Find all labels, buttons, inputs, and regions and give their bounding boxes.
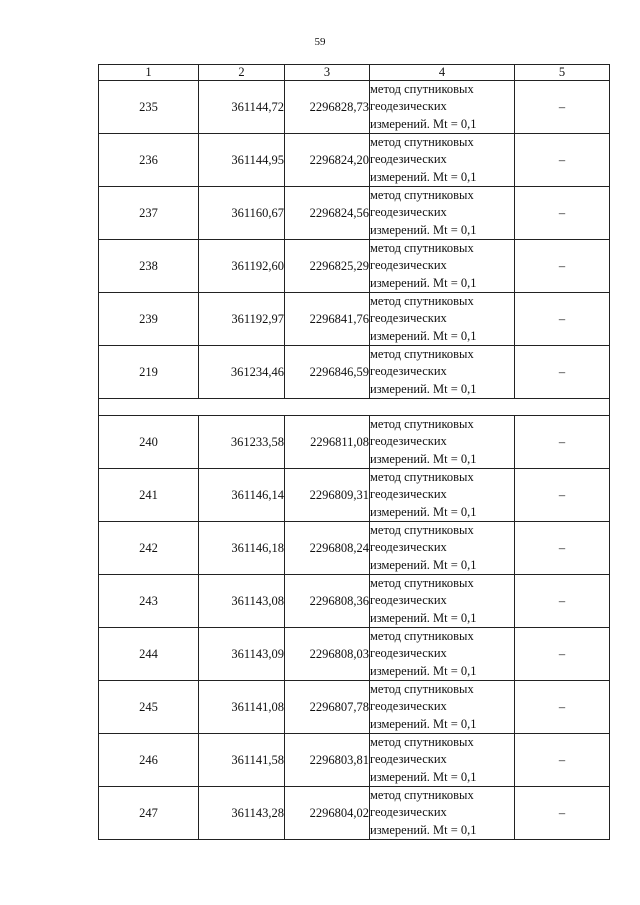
method-line: измерений. Mt = 0,1 bbox=[370, 557, 477, 572]
method-description bbox=[370, 240, 515, 293]
method-line: измерений. Mt = 0,1 bbox=[370, 451, 477, 466]
method-description bbox=[370, 81, 515, 134]
coordinate-x: 361141,08 bbox=[199, 681, 285, 734]
coordinate-x: 361233,58 bbox=[199, 416, 285, 469]
method-line: метод спутниковых bbox=[370, 788, 474, 803]
coordinate-x: 361143,09 bbox=[199, 628, 285, 681]
coordinate-y: 2296825,29 bbox=[285, 240, 370, 293]
table-row bbox=[99, 81, 610, 134]
coordinate-x: 361144,95 bbox=[199, 134, 285, 187]
coordinate-x: 361192,60 bbox=[199, 240, 285, 293]
coordinate-y: 2296811,08 bbox=[285, 416, 370, 469]
method-line: геодезических bbox=[370, 258, 447, 273]
value-col-5: – bbox=[515, 81, 610, 134]
method-line: метод спутниковых bbox=[370, 682, 474, 697]
method-line: геодезических bbox=[370, 540, 447, 555]
point-number: 247 bbox=[99, 787, 199, 840]
method-line: геодезических bbox=[370, 205, 447, 220]
table-row bbox=[99, 346, 610, 399]
coordinate-y: 2296807,78 bbox=[285, 681, 370, 734]
coordinates-table bbox=[98, 64, 610, 840]
point-number: 244 bbox=[99, 628, 199, 681]
method-line: метод спутниковых bbox=[370, 735, 474, 750]
point-number: 237 bbox=[99, 187, 199, 240]
value-col-5: – bbox=[515, 240, 610, 293]
header-col-1: 1 bbox=[99, 65, 199, 81]
method-description bbox=[370, 522, 515, 575]
table-row bbox=[99, 787, 610, 840]
coordinate-y: 2296824,56 bbox=[285, 187, 370, 240]
value-col-5: – bbox=[515, 187, 610, 240]
coordinate-y: 2296803,81 bbox=[285, 734, 370, 787]
header-col-4: 4 bbox=[370, 65, 515, 81]
method-description bbox=[370, 293, 515, 346]
point-number: 239 bbox=[99, 293, 199, 346]
table-row bbox=[99, 469, 610, 522]
coordinate-x: 361144,72 bbox=[199, 81, 285, 134]
point-number: 235 bbox=[99, 81, 199, 134]
method-line: геодезических bbox=[370, 311, 447, 326]
method-line: геодезических bbox=[370, 364, 447, 379]
point-number: 240 bbox=[99, 416, 199, 469]
method-line: измерений. Mt = 0,1 bbox=[370, 663, 477, 678]
method-line: измерений. Mt = 0,1 bbox=[370, 275, 477, 290]
table-row bbox=[99, 681, 610, 734]
point-number: 241 bbox=[99, 469, 199, 522]
coordinate-y: 2296808,03 bbox=[285, 628, 370, 681]
method-line: геодезических bbox=[370, 434, 447, 449]
coordinate-x: 361143,28 bbox=[199, 787, 285, 840]
spacer-row bbox=[99, 399, 610, 416]
method-description bbox=[370, 734, 515, 787]
coordinate-y: 2296808,24 bbox=[285, 522, 370, 575]
spacer-cell bbox=[99, 399, 610, 416]
point-number: 236 bbox=[99, 134, 199, 187]
method-line: метод спутниковых bbox=[370, 294, 474, 309]
table-body bbox=[99, 81, 610, 840]
coordinate-y: 2296809,31 bbox=[285, 469, 370, 522]
page-number: 59 bbox=[314, 36, 326, 48]
table-row bbox=[99, 416, 610, 469]
value-col-5: – bbox=[515, 134, 610, 187]
value-col-5: – bbox=[515, 416, 610, 469]
header-col-3: 3 bbox=[285, 65, 370, 81]
value-col-5: – bbox=[515, 628, 610, 681]
coordinate-y: 2296804,02 bbox=[285, 787, 370, 840]
coordinate-y: 2296808,36 bbox=[285, 575, 370, 628]
table-row bbox=[99, 522, 610, 575]
value-col-5: – bbox=[515, 522, 610, 575]
table-row bbox=[99, 187, 610, 240]
method-line: геодезических bbox=[370, 752, 447, 767]
coordinate-y: 2296841,76 bbox=[285, 293, 370, 346]
method-line: геодезических bbox=[370, 487, 447, 502]
coordinate-y: 2296824,20 bbox=[285, 134, 370, 187]
table-row bbox=[99, 240, 610, 293]
method-line: геодезических bbox=[370, 99, 447, 114]
method-description bbox=[370, 787, 515, 840]
method-line: метод спутниковых bbox=[370, 82, 474, 97]
coordinate-y: 2296846,59 bbox=[285, 346, 370, 399]
coordinate-y: 2296828,73 bbox=[285, 81, 370, 134]
method-line: метод спутниковых bbox=[370, 576, 474, 591]
method-line: геодезических bbox=[370, 152, 447, 167]
method-line: измерений. Mt = 0,1 bbox=[370, 504, 477, 519]
method-line: измерений. Mt = 0,1 bbox=[370, 328, 477, 343]
table-row bbox=[99, 575, 610, 628]
point-number: 243 bbox=[99, 575, 199, 628]
value-col-5: – bbox=[515, 346, 610, 399]
method-line: измерений. Mt = 0,1 bbox=[370, 716, 477, 731]
coordinate-x: 361143,08 bbox=[199, 575, 285, 628]
point-number: 219 bbox=[99, 346, 199, 399]
method-line: измерений. Mt = 0,1 bbox=[370, 381, 477, 396]
method-line: метод спутниковых bbox=[370, 241, 474, 256]
method-line: метод спутниковых bbox=[370, 347, 474, 362]
value-col-5: – bbox=[515, 681, 610, 734]
method-line: измерений. Mt = 0,1 bbox=[370, 116, 477, 131]
point-number: 242 bbox=[99, 522, 199, 575]
point-number: 245 bbox=[99, 681, 199, 734]
method-line: измерений. Mt = 0,1 bbox=[370, 610, 477, 625]
coordinate-x: 361146,18 bbox=[199, 522, 285, 575]
method-description bbox=[370, 134, 515, 187]
value-col-5: – bbox=[515, 469, 610, 522]
method-line: метод спутниковых bbox=[370, 135, 474, 150]
coordinate-x: 361192,97 bbox=[199, 293, 285, 346]
header-col-5: 5 bbox=[515, 65, 610, 81]
method-line: измерений. Mt = 0,1 bbox=[370, 169, 477, 184]
method-description bbox=[370, 416, 515, 469]
method-line: измерений. Mt = 0,1 bbox=[370, 222, 477, 237]
method-line: метод спутниковых bbox=[370, 188, 474, 203]
method-line: метод спутниковых bbox=[370, 417, 474, 432]
header-row bbox=[99, 65, 610, 81]
method-line: метод спутниковых bbox=[370, 523, 474, 538]
point-number: 238 bbox=[99, 240, 199, 293]
method-line: геодезических bbox=[370, 593, 447, 608]
method-line: геодезических bbox=[370, 646, 447, 661]
method-description bbox=[370, 575, 515, 628]
table-row bbox=[99, 628, 610, 681]
method-line: метод спутниковых bbox=[370, 470, 474, 485]
method-description bbox=[370, 346, 515, 399]
coordinate-x: 361146,14 bbox=[199, 469, 285, 522]
table-row bbox=[99, 293, 610, 346]
table-row bbox=[99, 134, 610, 187]
table-row bbox=[99, 734, 610, 787]
value-col-5: – bbox=[515, 734, 610, 787]
method-line: геодезических bbox=[370, 699, 447, 714]
value-col-5: – bbox=[515, 575, 610, 628]
coordinate-x: 361234,46 bbox=[199, 346, 285, 399]
method-description bbox=[370, 681, 515, 734]
coordinate-x: 361141,58 bbox=[199, 734, 285, 787]
point-number: 246 bbox=[99, 734, 199, 787]
method-description bbox=[370, 628, 515, 681]
method-line: метод спутниковых bbox=[370, 629, 474, 644]
value-col-5: – bbox=[515, 787, 610, 840]
method-description bbox=[370, 469, 515, 522]
method-description bbox=[370, 187, 515, 240]
header-col-2: 2 bbox=[199, 65, 285, 81]
method-line: измерений. Mt = 0,1 bbox=[370, 822, 477, 837]
value-col-5: – bbox=[515, 293, 610, 346]
method-line: измерений. Mt = 0,1 bbox=[370, 769, 477, 784]
method-line: геодезических bbox=[370, 805, 447, 820]
coordinate-x: 361160,67 bbox=[199, 187, 285, 240]
